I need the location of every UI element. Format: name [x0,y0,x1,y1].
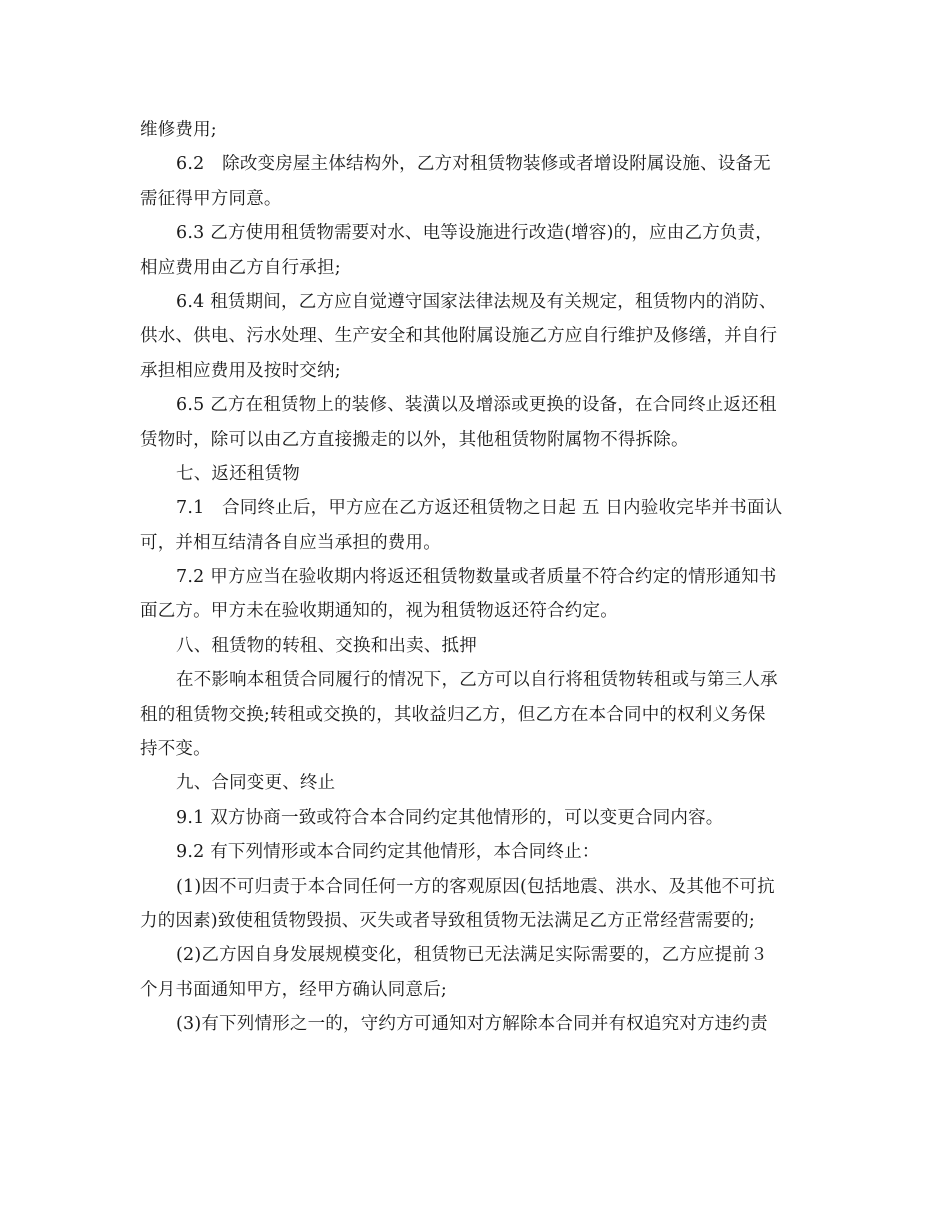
text-line: 7.1 合同终止后，甲方应在乙方返还租赁物之日起 五 日内验收完毕并书面认 [176,498,783,519]
text-line: 可，并相互结清各自应当承担的费用。 [140,532,441,553]
text-line: (1)因不可归责于本合同任何一方的客观原因(包括地震、洪水、及其他不可抗 [176,876,775,897]
text-line: 相应费用由乙方自行承担; [140,257,341,278]
text-line: 9.1 双方协商一致或符合本合同约定其他情形的，可以变更合同内容。 [176,807,724,828]
text-line: (2)乙方因自身发展规模变化，租赁物已无法满足实际需要的，乙方应提前３ [176,945,768,966]
text-line: 6.2 除改变房屋主体结构外，乙方对租赁物装修或者增设附属设施、设备无 [176,154,771,175]
text-line: 6.3 乙方使用租赁物需要对水、电等设施进行改造(增容)的，应由乙方负责， [176,223,773,244]
text-line: 个月书面通知甲方，经甲方确认同意后; [140,979,447,1000]
text-line: 9.2 有下列情形或本合同约定其他情形，本合同终止： [176,842,600,863]
text-line: 力的因素)致使租赁物毁损、灭失或者导致租赁物无法满足乙方正常经营需要的; [140,910,755,931]
text-line: 赁物时，除可以由乙方直接搬走的以外，其他租赁物附属物不得拆除。 [140,429,689,450]
section-heading: 九、合同变更、终止 [176,773,336,794]
text-line: 供水、供电、污水处理、生产安全和其他附属设施乙方应自行维护及修缮，并自行 [140,326,778,347]
text-line: 7.2 甲方应当在验收期内将返还租赁物数量或者质量不符合约定的情形通知书 [176,567,777,588]
text-line: 需征得甲方同意。 [140,188,282,209]
text-line: 承担相应费用及按时交纳; [140,360,341,381]
text-line: 租的租赁物交换;转租或交换的，其收益归乙方，但乙方在本合同中的权利义务保 [140,704,766,725]
section-heading: 八、租赁物的转租、交换和出卖、抵押 [176,635,477,656]
text-line: 在不影响本租赁合同履行的情况下，乙方可以自行将租赁物转租或与第三人承 [176,670,778,691]
document-body [140,113,820,1042]
text-line: 6.5 乙方在租赁物上的装修、装潢以及增添或更换的设备，在合同终止返还租 [176,395,777,416]
section-heading: 七、返还租赁物 [176,463,300,484]
text-line: 维修费用; [140,120,217,140]
text-line: 面乙方。甲方未在验收期通知的，视为租赁物返还符合约定。 [140,601,618,622]
text-line: 6.4 租赁期间，乙方应自觉遵守国家法律法规及有关规定，租赁物内的消防、 [176,291,777,312]
text-line: (3)有下列情形之一的，守约方可通知对方解除本合同并有权追究对方违约责 [176,1014,768,1035]
text-line: 持不变。 [140,739,211,760]
